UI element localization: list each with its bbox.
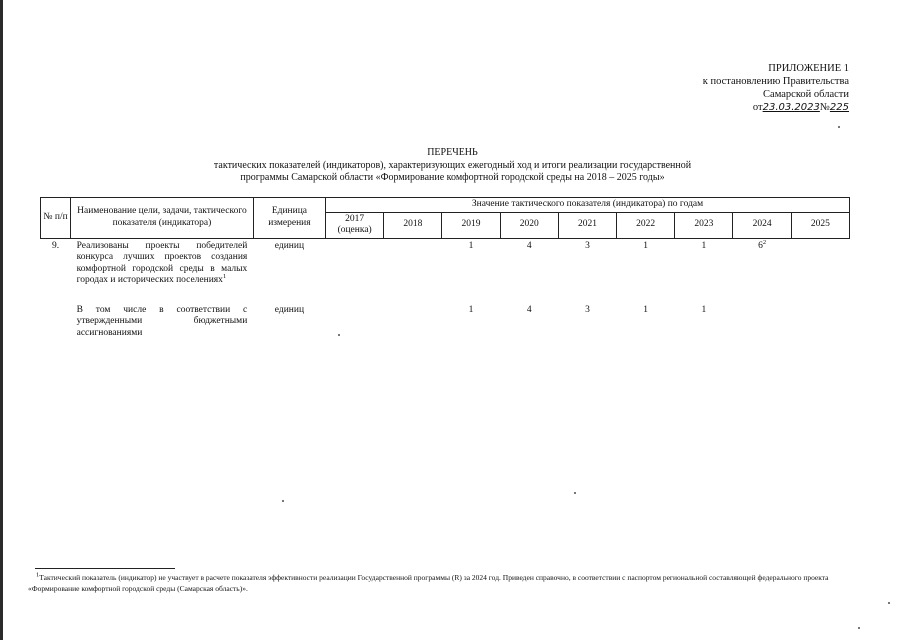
- spacer-cell: [41, 289, 850, 303]
- title-line-1: тактических показателей (индикаторов), характеризующих ежегодный ход и итоги реализации государственной: [213, 159, 692, 171]
- row-name: Реализованы проекты победителей конкурса лучших проектов создания комфортной городской среды в малых городах и исторических поселениях: [76, 240, 248, 285]
- header-year: 2021: [558, 212, 616, 238]
- number-value: 225: [829, 102, 849, 113]
- row-unit: единиц: [274, 304, 305, 315]
- table-row: [41, 238, 850, 289]
- row-unit: единиц: [274, 240, 305, 251]
- row-value: 6: [758, 240, 763, 251]
- row-spacer: [41, 289, 850, 303]
- date-value: 23.03.2023: [762, 102, 820, 113]
- row-value: [384, 303, 442, 342]
- appendix-title: ПРИЛОЖЕНИЕ 1: [768, 63, 849, 74]
- row-value: [791, 238, 849, 289]
- indicators-table: [40, 197, 850, 341]
- row-value: [326, 238, 384, 289]
- scan-speck: [838, 126, 840, 128]
- header-year: 2020: [500, 212, 558, 238]
- scan-speck: [338, 334, 340, 336]
- footnote-text: Тактический показатель (индикатор) не участвует в расчете показателя эффективности реализации Государственной программы (R) за 2024 год. Приведен справочно, в соответствии с паспортом региональной составляющей федерального проекта «Формирование комфортной городской среды (Самарская область)».: [28, 573, 829, 593]
- date-prefix: от: [752, 102, 763, 113]
- row-name-cell: [71, 303, 254, 342]
- header-row-1: [41, 198, 850, 213]
- scan-speck: [282, 500, 284, 502]
- title-heading: ПЕРЕЧЕНЬ: [427, 147, 478, 158]
- document-title: [0, 147, 905, 185]
- row-value: 3: [585, 240, 590, 251]
- row-value-cell: [733, 238, 791, 289]
- header-values-group: Значение тактического показателя (индикатора) по годам: [326, 198, 850, 213]
- row-value: [733, 303, 791, 342]
- footnote-ref: 2: [762, 238, 767, 246]
- header-year: 2017 (оценка): [326, 212, 384, 238]
- header-unit: Единица измерения: [253, 198, 325, 239]
- row-value: 3: [585, 304, 590, 315]
- header-year: 2023: [675, 212, 733, 238]
- row-value: 1: [701, 304, 707, 315]
- header-year: 2022: [617, 212, 675, 238]
- row-value: 1: [468, 304, 474, 315]
- header-year: 2025: [791, 212, 849, 238]
- table-row: [41, 303, 850, 342]
- row-value: [326, 303, 384, 342]
- row-number: 9.: [51, 240, 60, 251]
- scan-speck: [858, 627, 860, 629]
- row-number: [41, 303, 71, 342]
- row-value: 1: [643, 304, 649, 315]
- row-value: 1: [701, 240, 707, 251]
- appendix-block: [649, 62, 849, 114]
- appendix-region: Самарской области: [763, 89, 849, 100]
- row-value: 1: [643, 240, 649, 251]
- header-no: № п/п: [41, 198, 71, 239]
- number-prefix: №: [819, 102, 830, 113]
- footnote-ref: 1: [222, 272, 227, 280]
- row-value: 4: [526, 304, 532, 315]
- footnote-separator: [35, 568, 175, 569]
- row-value: 1: [468, 240, 474, 251]
- title-line-2: программы Самарской области «Формирование комфортной городской среды на 2018 – 2025 годы»: [240, 172, 665, 183]
- row-value: 4: [526, 240, 532, 251]
- scan-speck: [574, 492, 576, 494]
- row-name-cell: [71, 238, 254, 289]
- header-year: 2019: [442, 212, 500, 238]
- appendix-date-line: [649, 101, 849, 114]
- row-value: [791, 303, 849, 342]
- footnote: [28, 572, 856, 594]
- header-year: 2024: [733, 212, 791, 238]
- footnote-mark: 1: [36, 571, 40, 579]
- row-value: [384, 238, 442, 289]
- header-year: 2018: [384, 212, 442, 238]
- scan-speck: [888, 602, 890, 604]
- scan-edge: [0, 0, 3, 640]
- row-name: В том числе в соответствии с утвержденными бюджетными ассигнованиями: [76, 304, 248, 338]
- header-name: Наименование цели, задачи, тактического показателя (индикатора): [71, 198, 254, 239]
- appendix-decree: к постановлению Правительства: [702, 76, 849, 87]
